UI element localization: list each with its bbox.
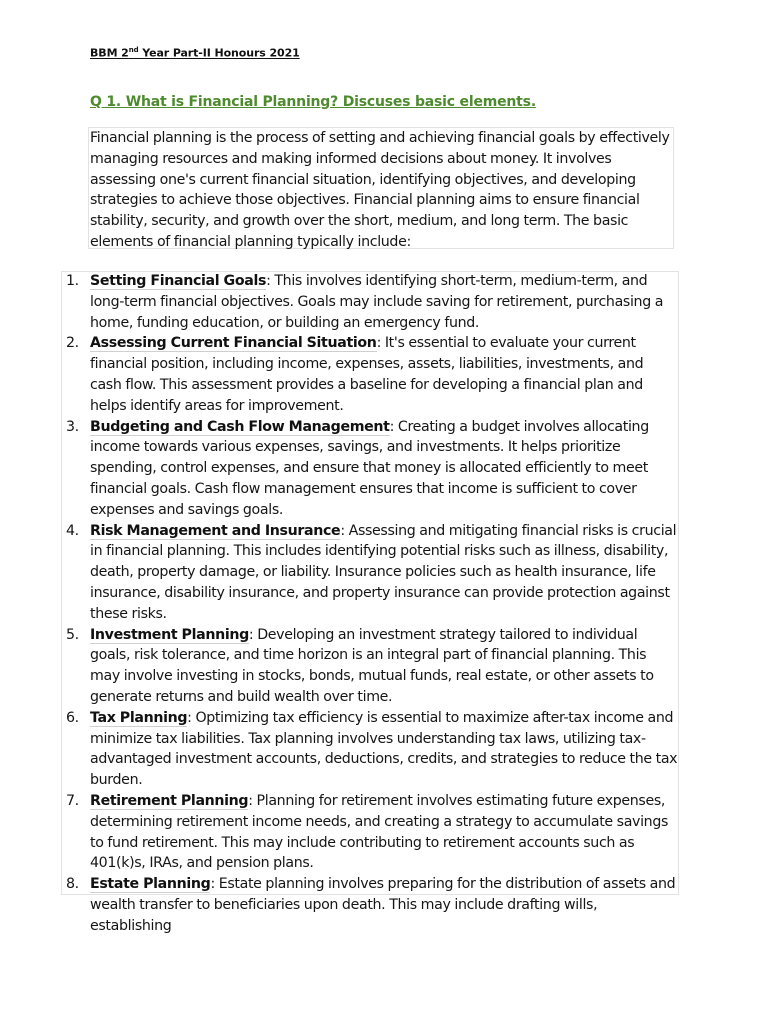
item-term: Assessing Current Financial Situation [90,335,377,352]
course-ordinal-sup: nd [128,46,139,54]
list-item [66,417,678,521]
item-term: Retirement Planning [90,792,249,809]
item-text: : This involves identifying short-term, medium-term, and long-term financial objectives. Goals may include saving for retirement, purchasing a home, funding education, or building an emergency fund. [90,273,664,331]
item-term: Risk Management and Insurance [90,522,341,539]
item-text: : Estate planning involves preparing for the distribution of assets and wealth transfer to beneficiaries upon death. This may include drafting wills, establishing [90,876,676,934]
item-term: Budgeting and Cash Flow Management [90,418,390,435]
item-number: 7. [66,792,79,809]
item-number: 3. [66,418,79,435]
item-text: : Developing an investment strategy tailored to individual goals, risk tolerance, and time horizon is an integral part of financial planning. This may involve investing in stocks, bonds, mutual funds, real estate, or other assets to generate returns and build wealth over time. [90,626,654,705]
item-number: 6. [66,709,79,726]
item-text: : Assessing and mitigating financial risks is crucial in financial planning. This includes identifying potential risks such as illness, disability, death, property damage, or liability. Insurance policies such as health insurance, life insurance, disability insurance, and property insurance can provide protection against these risks. [90,522,677,622]
list-item [66,521,678,625]
course-header [90,46,300,60]
item-text: : Creating a budget involves allocating income towards various expenses, savings, and investments. It helps prioritize spending, control expenses, and ensure that money is allocated efficiently to meet financial goals. Cash flow management ensures that income is sufficient to cover expenses and savings goals. [90,418,649,518]
question-heading: Q 1. What is Financial Planning? Discuses basic elements. [90,94,536,110]
list-item [66,708,678,791]
list-item [66,625,678,708]
item-number: 2. [66,335,79,352]
item-term: Setting Financial Goals [90,273,267,289]
list-item [66,333,678,416]
item-term: Investment Planning [90,626,249,643]
list-item [66,874,678,936]
item-text: : It's essential to evaluate your current financial position, including income, expenses, assets, liabilities, investments, and cash flow. This assessment provides a baseline for developing a financial plan and helps identify areas for improvement. [90,335,644,414]
item-text: : Optimizing tax efficiency is essential to maximize after-tax income and minimize tax liabilities. Tax planning involves understanding tax laws, utilizing tax-advantaged investment accounts, deductions, credits, and strategies to reduce the tax burden. [90,709,678,789]
elements-list [66,271,678,937]
intro-paragraph: Financial planning is the process of setting and achieving financial goals by effectively managing resources and making informed decisions about money. It involves assessing one's current financial situation, identifying objectives, and developing strategies to achieve those objectives. Financial planning aims to ensure financial stability, security, and growth over the short, medium, and long term. The basic elements of financial planning typically include: [90,130,670,250]
item-term: Tax Planning [90,709,188,726]
item-term: Estate Planning [90,876,211,893]
course-suffix: Year Part-II Honours 2021 [138,46,300,60]
list-item [66,271,678,333]
item-text: : Planning for retirement involves estimating future expenses, determining retirement income needs, and creating a strategy to accumulate savings to fund retirement. This may include contributing to retirement accounts such as 401(k)s, IRAs, and pension plans. [90,792,669,872]
item-number: 4. [66,522,79,539]
course-prefix: BBM 2 [90,46,129,60]
item-number: 1. [66,273,79,289]
item-number: 8. [66,876,79,893]
list-item [66,791,678,874]
item-number: 5. [66,626,79,643]
